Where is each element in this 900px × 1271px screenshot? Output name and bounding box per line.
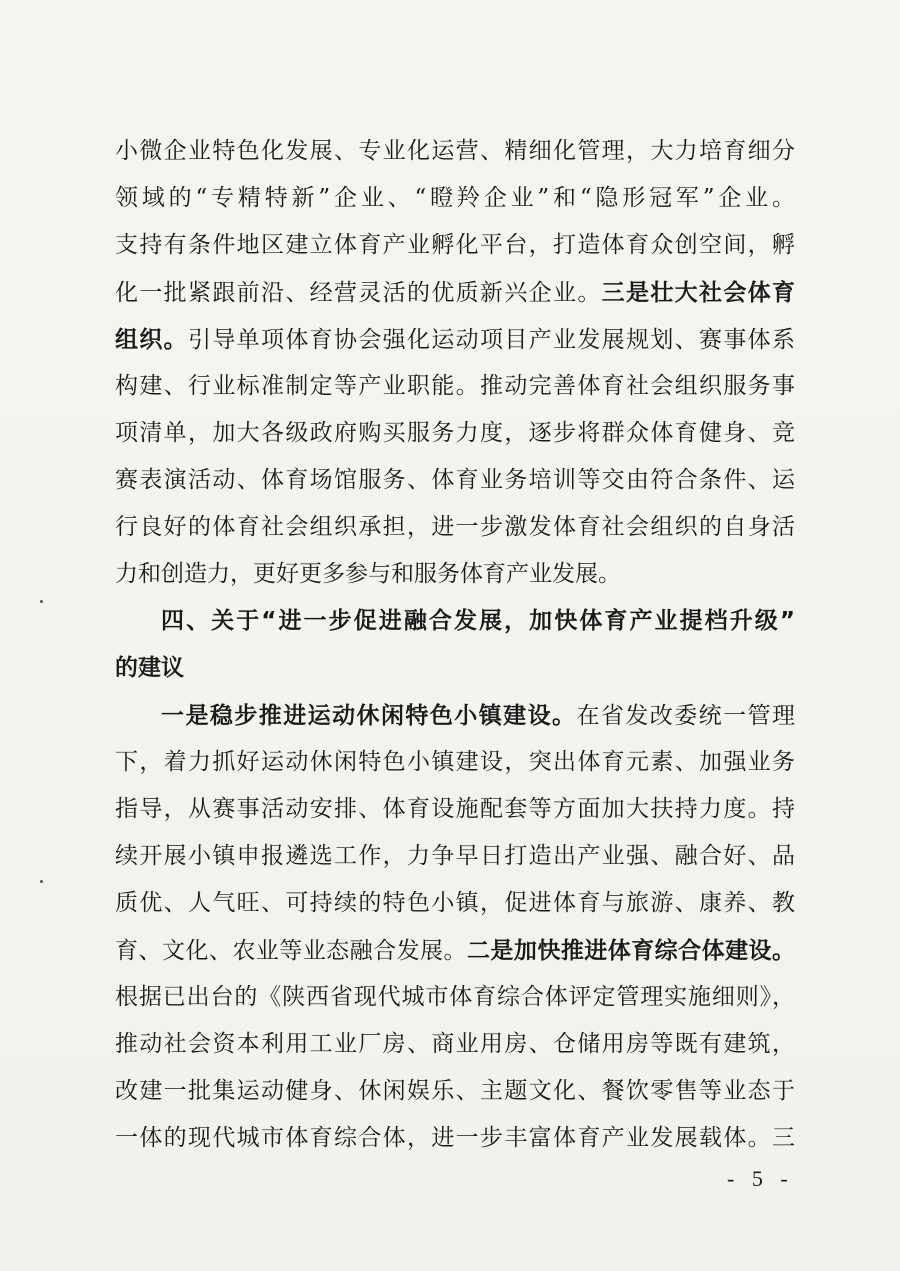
text-run: 小微企业特色化发展、专业化运营、精细化管理，大力培育细分 [115, 138, 795, 164]
paragraph-line [115, 551, 795, 598]
paragraph-line [115, 269, 795, 316]
text-run: 一体的现代城市体育综合体，进一步丰富体育产业发展载体。三 [115, 1125, 795, 1151]
paragraph-line [115, 833, 795, 880]
text-run: 构建、行业标准制定等产业职能。推动完善体育社会组织服务事 [115, 373, 795, 399]
text-run: 赛表演活动、体育场馆服务、体育业务培训等交由符合条件、运 [115, 467, 795, 493]
text-run: 化一批紧跟前沿、经营灵活的优质新兴企业。 [115, 280, 602, 306]
paragraph-line [115, 410, 795, 457]
paragraph-line [115, 974, 795, 1021]
text-run: 根据已出台的《陕西省现代城市体育综合体评定管理实施细则》， [115, 984, 795, 1010]
text-run: 四、关于“进一步促进融合发展，加快体育产业提档升级” [161, 608, 795, 634]
section-heading-line [115, 645, 795, 692]
paragraph-line [115, 692, 795, 739]
paragraph-line [115, 316, 795, 363]
text-run: 育、文化、农业等业态融合发展。 [115, 938, 467, 964]
paragraph-line [115, 1068, 795, 1115]
text-run: 领域的“专精特新”企业、“瞪羚企业”和“隐形冠军”企业。 [115, 185, 795, 211]
text-run: 的建议 [115, 655, 184, 681]
paragraph-line [115, 175, 795, 222]
bold-text: 一是稳步推进运动休闲特色小镇建设。 [161, 702, 577, 729]
paragraph-line [115, 1115, 795, 1162]
paragraph-line [115, 457, 795, 504]
text-run: 质优、人气旺、可持续的特色小镇，促进体育与旅游、康养、教 [115, 890, 795, 916]
body-text [115, 128, 795, 1162]
text-run: 续开展小镇申报遴选工作，力争早日打造出产业强、融合好、品 [115, 843, 795, 869]
text-run: 指导，从赛事活动安排、体育设施配套等方面加大扶持力度。持 [115, 796, 795, 822]
text-run: 引导单项体育协会强化运动项目产业发展规划、赛事体系 [188, 327, 795, 353]
section-heading-line [115, 598, 795, 645]
bold-text: 组织。 [115, 326, 188, 353]
text-run: 在省发改委统一管理 [576, 703, 796, 729]
page-number: - 5 - [727, 1166, 794, 1191]
text-run: 项清单，加大各级政府购买服务力度，逐步将群众体育健身、竞 [115, 420, 795, 446]
text-run: 力和创造力，更好更多参与和服务体育产业发展。 [115, 561, 621, 587]
text-run: 改建一批集运动健身、休闲娱乐、主题文化、餐饮零售等业态于 [115, 1078, 795, 1104]
bold-text: 二是加快推进体育综合体建设。 [466, 937, 796, 964]
paragraph-line [115, 128, 795, 175]
bold-text: 三是壮大社会体育 [601, 279, 796, 306]
text-run: 行良好的体育社会组织承担，进一步激发体育社会组织的自身活 [115, 514, 795, 540]
paragraph-line [115, 927, 795, 974]
paragraph-line [115, 1021, 795, 1068]
paragraph-line [115, 504, 795, 551]
paragraph-line [115, 786, 795, 833]
paragraph-line [115, 222, 795, 269]
scan-mark [40, 880, 43, 883]
paragraph-line [115, 880, 795, 927]
text-run: 下，着力抓好运动休闲特色小镇建设，突出体育元素、加强业务 [115, 749, 795, 775]
scan-mark [40, 600, 43, 603]
text-run: 支持有条件地区建立体育产业孵化平台，打造体育众创空间，孵 [115, 232, 795, 258]
text-run: 推动社会资本利用工业厂房、商业用房、仓储用房等既有建筑， [115, 1031, 795, 1057]
paragraph-line [115, 739, 795, 786]
paragraph-line [115, 363, 795, 410]
